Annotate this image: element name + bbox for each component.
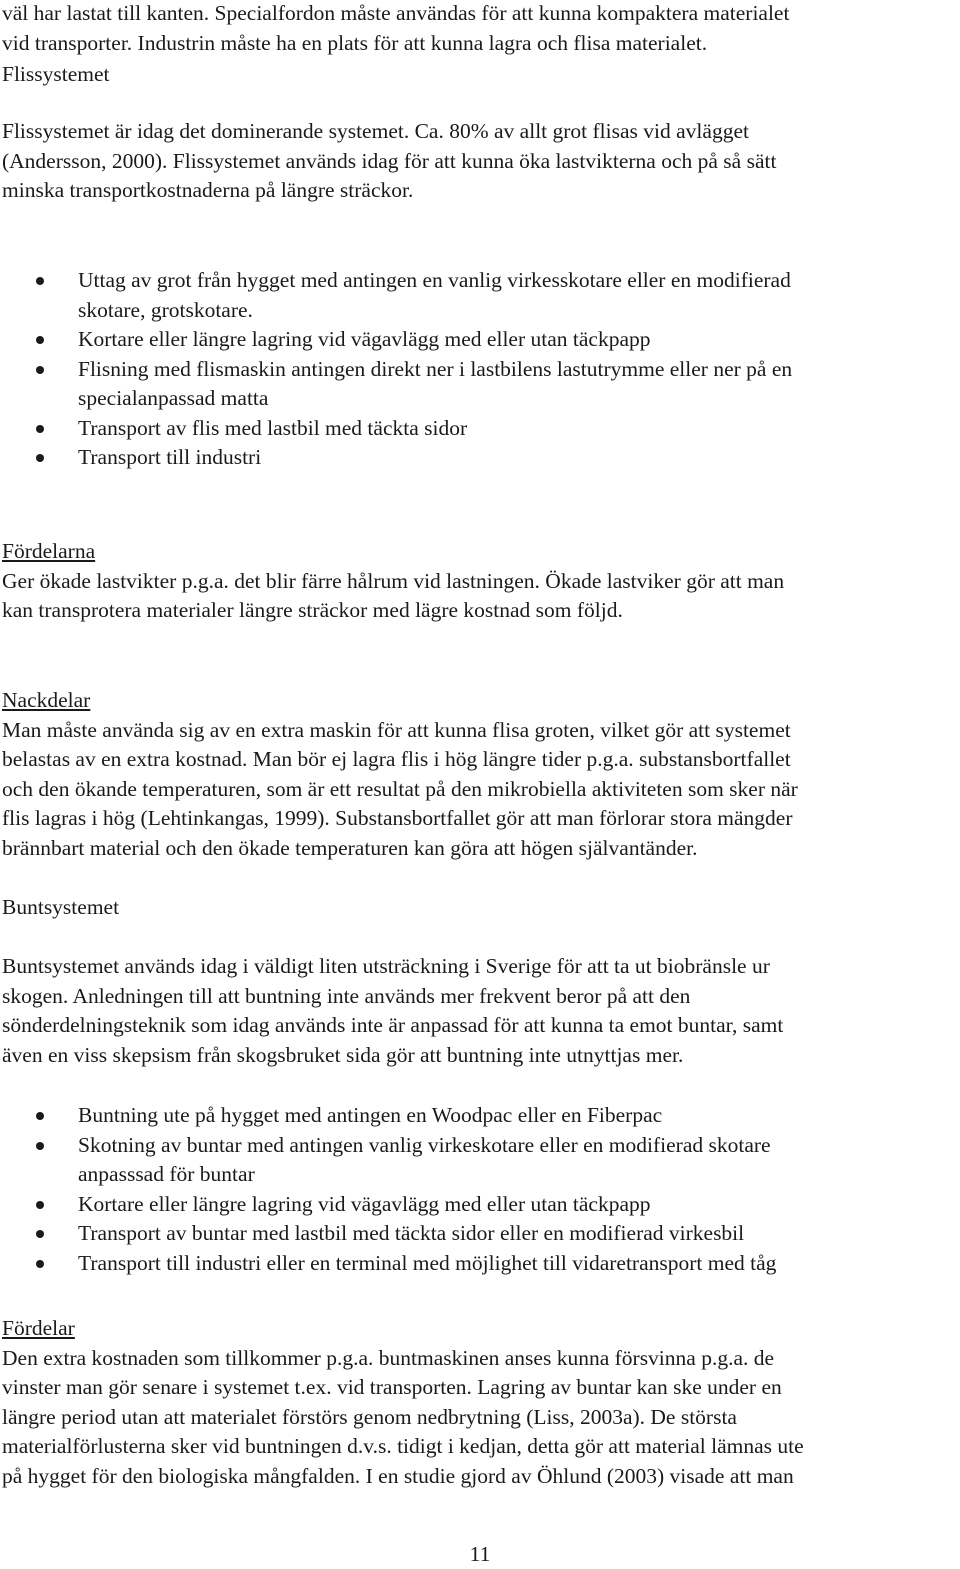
text-line: Ger ökade lastvikter p.g.a. det blir färre hålrum vid lastningen. Ökade lastviker gör att man (2, 568, 785, 593)
text-line: materialförlusterna sker vid buntningen d.v.s. tidigt i kedjan, detta gör att material lämnas ute (2, 1434, 804, 1458)
text-line: väl har lastat till kanten. Specialfordon måste användas för att kunna kompaktera materialet (2, 1, 790, 25)
nackdelar-section (2, 686, 956, 863)
text-line: belastas av en extra kostnad. Man bör ej lagra flis i hög längre tider p.g.a. substansbortfallet (2, 747, 791, 771)
bullet-icon (36, 336, 44, 344)
text-line: även en viss skepsism från skogsbruket sida gör att buntning inte utnyttjas mer. (2, 1042, 684, 1067)
list-item: Flisning med flismaskin antingen direkt ner i lastbilens lastutrymme eller ner på en specialanpassad matta (0, 355, 956, 414)
list-item: Buntning ute på hygget med antingen en Woodpac eller en Fiberpac (0, 1101, 956, 1131)
list-item: Kortare eller längre lagring vid vägavlägg med eller utan täckpapp (0, 325, 956, 355)
text-line: brännbart material och den ökade temperaturen kan göra att högen självantänder. (2, 835, 698, 860)
bullet-icon (36, 454, 44, 462)
list-item: Kortare eller längre lagring vid vägavlägg med eller utan täckpapp (0, 1190, 956, 1220)
text-line: vinster man gör senare i systemet t.ex. vid transporten. Lagring av buntar kan ske under en (2, 1375, 782, 1399)
list-item: Transport av buntar med lastbil med täckta sidor eller en modifierad virkesbil (0, 1219, 956, 1249)
bullet-icon (36, 1142, 44, 1150)
text-line: Flissystemet är idag det dominerande systemet. Ca. 80% av allt grot flisas vid avlägget (2, 119, 749, 143)
text-line: längre period utan att materialet förstörs genom nedbrytning (Liss, 2003a). De största (2, 1404, 737, 1429)
text-line: vid transporter. Industrin måste ha en plats för att kunna lagra och flisa materialet. (2, 30, 708, 55)
text-line: på hygget för den biologiska mångfalden. I en studie gjord av Öhlund (2003) visade att man (2, 1463, 794, 1488)
bunt-bullet-list (0, 1101, 956, 1278)
list-item: Transport till industri (0, 443, 956, 473)
intro-paragraph (2, 0, 956, 58)
bullet-icon (36, 1112, 44, 1120)
bullet-icon (36, 1260, 44, 1268)
section-heading-buntsystemet: Buntsystemet (2, 895, 120, 919)
text-line: minska transportkostnaderna på längre sträckor. (2, 178, 414, 202)
subheading-fordelar: Fördelar (2, 1316, 75, 1340)
bullet-icon (36, 425, 44, 433)
bullet-icon (36, 1230, 44, 1238)
bullet-icon (36, 366, 44, 374)
list-item: Skotning av buntar med antingen vanlig virkeskotare eller en modifierad skotare anpasssad för buntar (0, 1131, 956, 1190)
page-number: 11 (469, 1542, 491, 1566)
text-line: och den ökande temperaturen, som är ett resultat på den mikrobiella aktiviteten som sker när (2, 776, 798, 801)
text-line: Den extra kostnaden som tillkommer p.g.a. buntmaskinen anses kunna försvinna p.g.a. de (2, 1345, 775, 1370)
text-line: kan transprotera materialer längre sträckor med lägre kostnad som följd. (2, 598, 623, 622)
list-item: Transport till industri eller en terminal med möjlighet till vidaretransport med tåg (0, 1249, 956, 1279)
bullet-icon (36, 277, 44, 285)
text-line: sönderdelningsteknik som idag används inte är anpassad för att kunna ta emot buntar, samt (2, 1013, 784, 1037)
bullet-icon (36, 1201, 44, 1209)
fordelarna-section (2, 537, 956, 626)
subheading-nackdelar: Nackdelar (2, 688, 91, 712)
section-heading-flissystemet: Flissystemet (2, 62, 110, 86)
text-line: flis lagras i hög (Lehtinkangas, 1999). Substansbortfallet gör att man förlorar stora mängder (2, 806, 793, 830)
subheading-fordelarna: Fördelarna (2, 539, 96, 563)
bunt-paragraph (2, 952, 956, 1070)
text-line: skogen. Anledningen till att buntning inte används mer frekvent beror på att den (2, 983, 691, 1008)
flis-bullet-list (0, 266, 956, 473)
fordelar-section (2, 1314, 956, 1491)
text-line: (Andersson, 2000). Flissystemet används idag för att kunna öka lastvikterna och på så sätt (2, 148, 777, 173)
text-line: Man måste använda sig av en extra maskin för att kunna flisa groten, vilket gör att systemet (2, 717, 791, 742)
flis-paragraph (2, 117, 956, 206)
list-item: Uttag av grot från hygget med antingen en vanlig virkesskotare eller en modifierad skotare, grotskotare. (0, 266, 956, 325)
text-line: Buntsystemet används idag i väldigt liten utsträckning i Sverige för att ta ut biobränsle ur (2, 954, 770, 978)
list-item: Transport av flis med lastbil med täckta sidor (0, 414, 956, 444)
